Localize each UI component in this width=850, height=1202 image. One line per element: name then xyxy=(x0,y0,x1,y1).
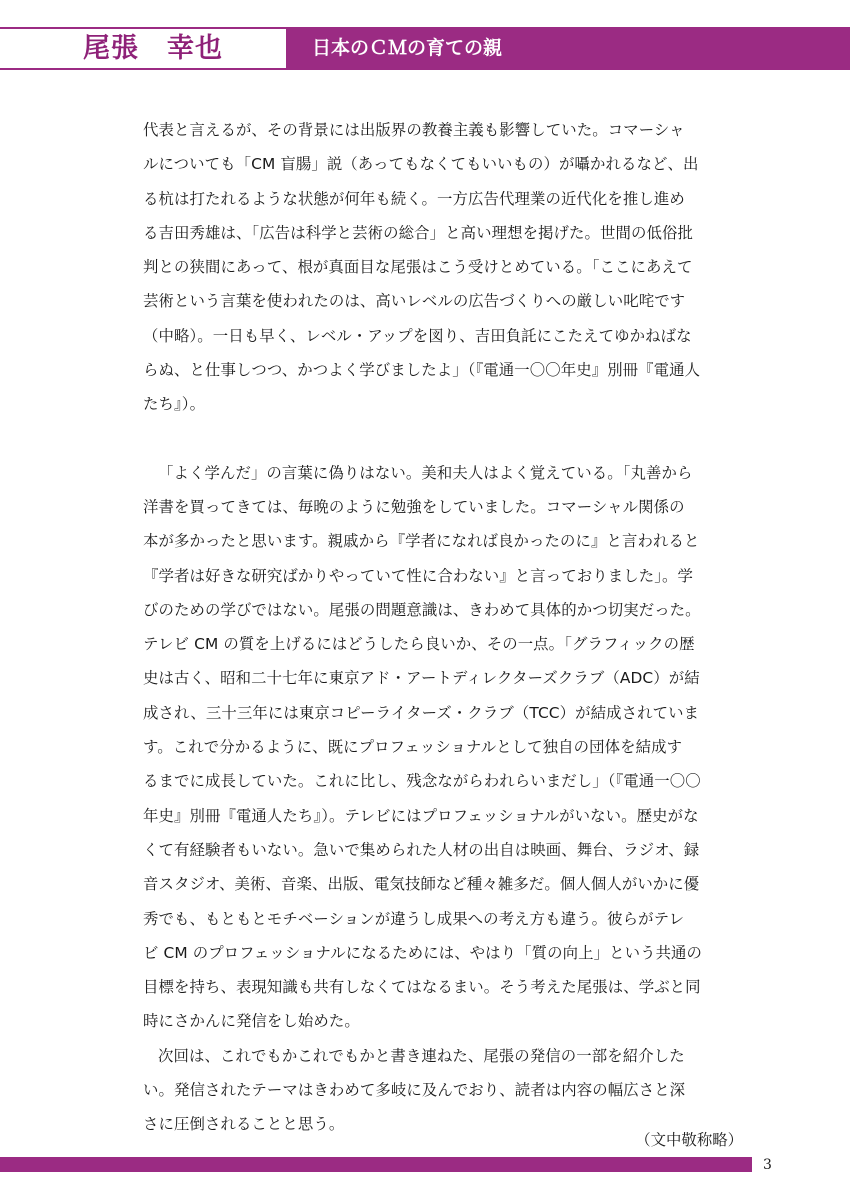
text-line: す。これで分かるように、既にプロフェッショナルとして独自の団体を結成す xyxy=(143,738,683,757)
text-line: さに圧倒されることと思う。 xyxy=(143,1115,345,1134)
text-line: るまでに成長していた。これに比し、残念ながらわれらいまだし」（『電通一〇〇 xyxy=(143,772,701,791)
text-line: い。発信されたテーマはきわめて多岐に及んでおり、読者は内容の幅広さと深 xyxy=(143,1081,686,1100)
text-line: くて有経験者もいない。急いで集められた人材の出自は映画、舞台、ラジオ、録 xyxy=(143,840,700,859)
text-line: 史は古く、昭和二十七年に東京アド・アートディレクターズクラブ（ADC）が結 xyxy=(143,669,700,688)
text-line: る杭は打たれるような状態が何年も続く。一方広告代理業の近代化を推し進め xyxy=(143,189,685,208)
text-line: 音スタジオ、美術、音楽、出版、電気技師など種々雑多だ。個人個人がいかに優 xyxy=(143,875,700,894)
text-line: 洋書を買ってきては、毎晩のように勉強をしていました。コマーシャル関係の xyxy=(143,497,685,516)
article-body xyxy=(143,113,753,1142)
text-line: （中略）。一日も早く、レベル・アップを図り、吉田負託にこたえてゆかねばな xyxy=(143,326,692,345)
page-number: 3 xyxy=(763,1157,772,1173)
text-line: らぬ、と仕事しつつ、かつよく学びましたよ」（『電通一〇〇年史』別冊『電通人 xyxy=(143,361,701,380)
paragraph-spacer xyxy=(143,422,753,456)
text-line: る吉田秀雄は、「広告は科学と芸術の総合」と高い理想を掲げた。世間の低俗批 xyxy=(143,223,693,242)
sign-off-note: （文中敬称略） xyxy=(635,1131,743,1149)
paragraph-1 xyxy=(143,113,753,422)
text-line: 成され、三十三年には東京コピーライターズ・クラブ（TCC）が結成されていま xyxy=(143,703,700,722)
text-line: 年史』別冊『電通人たち』）。テレビにはプロフェッショナルがいない。歴史がな xyxy=(143,806,699,825)
text-line: 時にさかんに発信をし始めた。 xyxy=(143,1012,360,1031)
text-line: 目標を持ち、表現知識も共有しなくてはなるまい。そう考えた尾張は、学ぶと同 xyxy=(143,978,701,997)
series-title-banner xyxy=(286,27,850,70)
text-line: ビ CM のプロフェッショナルになるためには、やはり「質の向上」という共通の xyxy=(143,943,703,962)
text-line: テレビ CM の質を上げるにはどうしたら良いか、その一点。「グラフィックの歴 xyxy=(143,635,695,654)
text-line: 「よく学んだ」の言葉に偽りはない。美和夫人はよく覚えている。「丸善から xyxy=(158,463,693,482)
text-line: びのための学びではない。尾張の問題意識は、きわめて具体的かつ切実だった。 xyxy=(143,600,701,619)
footer-bar xyxy=(0,1157,752,1172)
text-line: 代表と言えるが、その背景には出版界の教養主義も影響していた。コマーシャ xyxy=(143,121,685,139)
text-line: 秀でも、もともとモチベーションが違うし成果への考え方も違う。彼らがテレ xyxy=(143,909,685,928)
text-line: たち』）。 xyxy=(143,395,206,414)
text-line: ルについても「CM 盲腸」説（あってもなくてもいいもの）が囁かれるなど、出 xyxy=(143,155,699,174)
text-line: 本が多かったと思います。親戚から『学者になれば良かったのに』と言われると xyxy=(143,532,700,551)
text-line: 芸術という言葉を使われたのは、高いレベルの広告づくりへの厳しい叱咤です xyxy=(143,292,686,311)
text-line: 判との狭間にあって、根が真面目な尾張はこう受けとめている。「ここにあえて xyxy=(143,258,693,277)
paragraph-2 xyxy=(143,456,753,1039)
text-line: 次回は、これでもかこれでもかと書き連ねた、尾張の発信の一部を紹介した xyxy=(158,1046,685,1065)
author-panel xyxy=(0,29,286,68)
author-name: 尾張 幸也 xyxy=(83,33,223,64)
header-bottom-rule xyxy=(0,68,286,70)
series-title: 日本のＣＭの育ての親 xyxy=(312,37,503,59)
text-line: 『学者は好きな研究ばかりやっていて性に合わない』と言っておりました」。学 xyxy=(143,566,693,585)
page-header xyxy=(0,27,850,70)
